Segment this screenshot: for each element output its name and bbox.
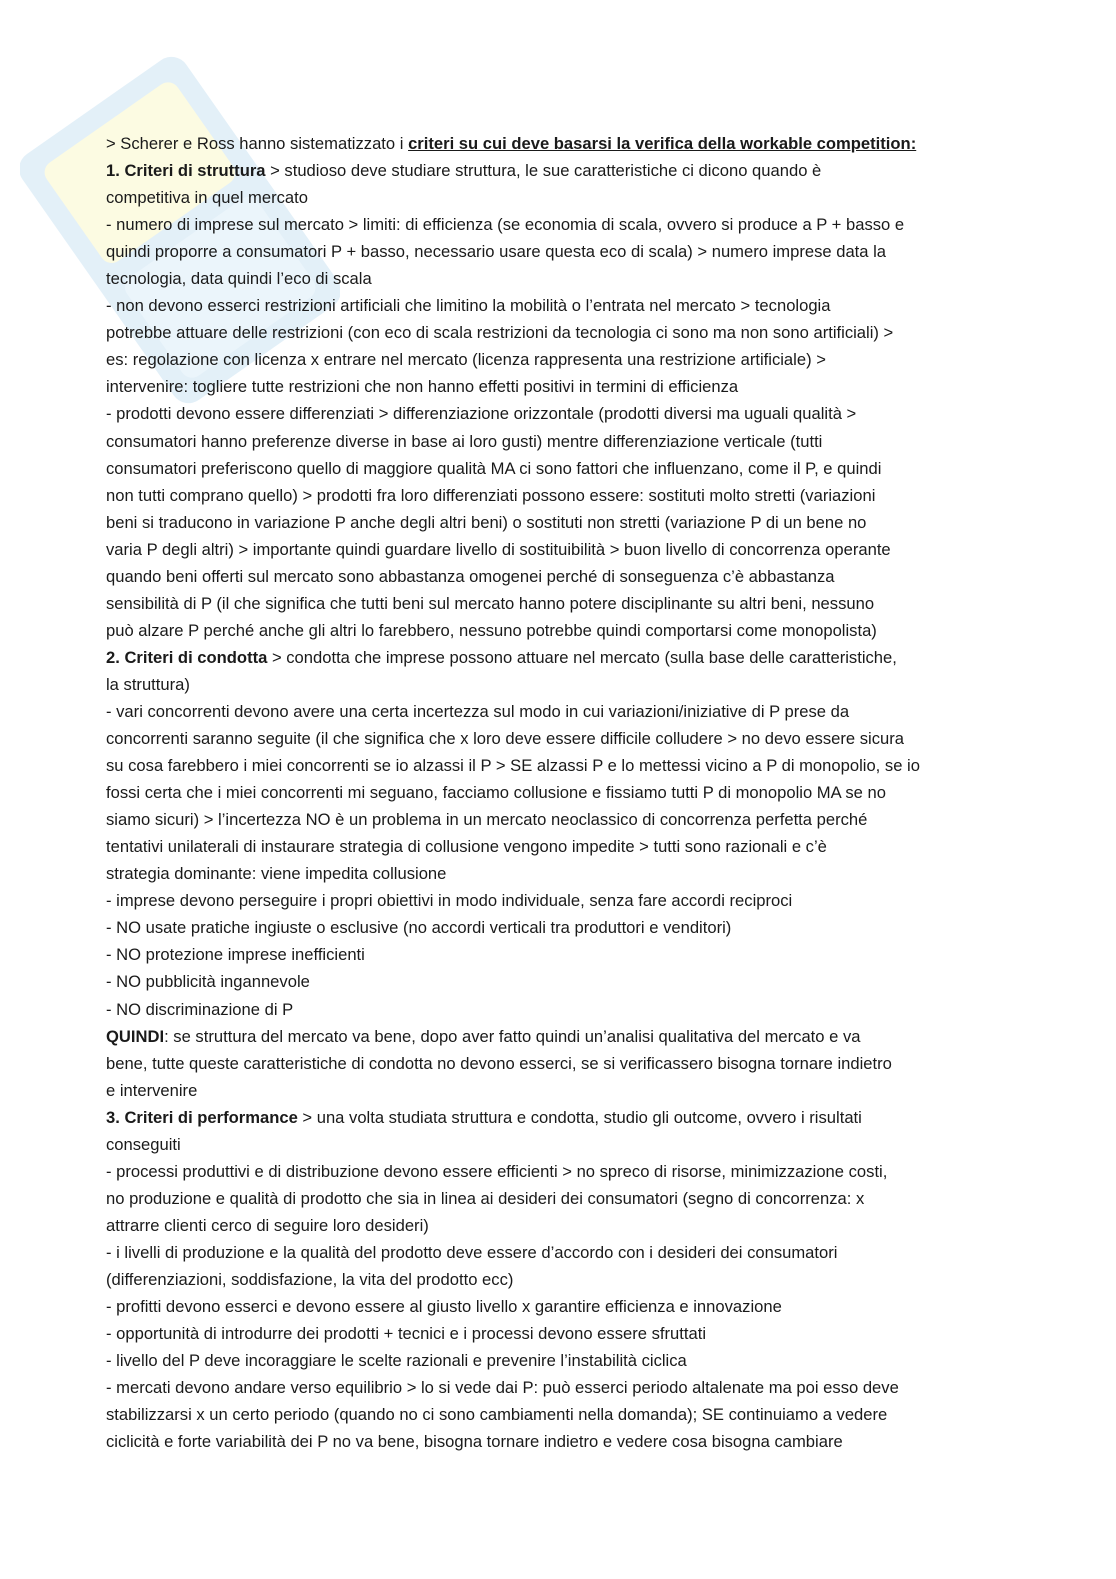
text-segment: beni si traducono in variazione P anche degli altri beni) o sostituti non stretti (variazione P di un bene no — [106, 512, 867, 532]
text-line — [106, 1374, 1006, 1401]
text-segment: su cosa farebbero i miei concorrenti se io alzassi il P > SE alzassi P e lo mettessi vicino a P di monopolio, se io — [106, 756, 920, 776]
text-segment: varia P degli altri) > importante quindi guardare livello di sostituibilità > buon livello di concorrenza operante — [106, 539, 891, 559]
bold-text: criteri su cui deve basarsi la verifica della workable competition: — [408, 134, 917, 153]
text-segment: conseguiti — [106, 1134, 181, 1154]
text-segment: fossi certa che i miei concorrenti mi seguano, facciamo collusione e fissiamo tutti P di monopolio MA se no — [106, 783, 886, 803]
text-segment: es: regolazione con licenza x entrare nel mercato (licenza rappresenta una restrizione artificiale) > — [106, 350, 826, 370]
text-line — [106, 428, 1006, 455]
text-line — [106, 725, 1006, 752]
text-line — [106, 1023, 1006, 1050]
text-segment: > una volta studiata struttura e condotta, studio gli outcome, ovvero i risultati — [297, 1107, 862, 1127]
text-segment: - mercati devono andare verso equilibrio > lo si vede dai P: può esserci periodo altalenate ma poi esso deve — [106, 1378, 899, 1398]
text-line — [106, 536, 1006, 563]
text-segment: può alzare P perché anche gli altri lo farebbero, nessuno potrebbe quindi comportarsi come monopolista) — [106, 620, 877, 640]
text-segment: sensibilità di P (il che significa che tutti beni sul mercato hanno potere disciplinante su altri beni, nessuno — [106, 593, 875, 613]
text-segment: tentativi unilaterali di instaurare strategia di collusione vengono impedite > tutti sono razionali e c’è — [106, 837, 827, 857]
text-line — [106, 563, 1006, 590]
text-line — [106, 1347, 1006, 1374]
text-segment: - opportunità di introdurre dei prodotti + tecnici e i processi devono essere sfruttati — [106, 1324, 707, 1344]
text-line — [106, 1428, 1006, 1455]
text-line — [106, 184, 1006, 211]
text-line — [106, 373, 1006, 400]
text-line — [106, 1212, 1006, 1239]
text-segment: > studioso deve studiare struttura, le sue caratteristiche ci dicono quando è — [265, 161, 822, 181]
text-line — [106, 265, 1006, 292]
text-line — [106, 1104, 1006, 1131]
text-line — [106, 1320, 1006, 1347]
text-segment: consumatori preferiscono quello di maggiore qualità MA ci sono fattori che influenzano, come il P, e quindi — [106, 458, 882, 478]
text-segment: - livello del P deve incoraggiare le scelte razionali e prevenire l’instabilità ciclica — [106, 1351, 687, 1371]
text-line — [106, 1293, 1006, 1320]
text-line — [106, 1185, 1006, 1212]
text-line — [106, 941, 1006, 968]
text-segment: - processi produttivi e di distribuzione devono essere efficienti > no spreco di risorse, minimizzazione costi, — [106, 1161, 888, 1181]
text-segment: - NO usate pratiche ingiuste o esclusive (no accordi verticali tra produttori e venditori) — [106, 918, 732, 938]
text-line — [106, 644, 1006, 671]
text-segment: (differenziazioni, soddisfazione, la vita del prodotto ecc) — [106, 1269, 514, 1289]
text-segment: quindi proporre a consumatori P + basso, necessario usare questa eco di scala) > numero imprese data la — [106, 242, 887, 262]
bold-text: 2. Criteri di condotta — [106, 647, 268, 667]
text-segment: - numero di imprese sul mercato > limiti: di efficienza (se economia di scala, ovvero si produce a P + basso e — [106, 215, 905, 235]
text-segment: - vari concorrenti devono avere una certa incertezza sul modo in cui variazioni/iniziative di P prese da — [106, 701, 850, 721]
text-line — [106, 996, 1006, 1023]
text-line — [106, 1077, 1006, 1104]
text-segment: competitiva in quel mercato — [106, 188, 308, 208]
text-segment: - prodotti devono essere differenziati > differenziazione orizzontale (prodotti diversi ma uguali qualità > — [106, 404, 857, 424]
text-segment: > condotta che imprese possono attuare nel mercato (sulla base delle caratteristiche, — [267, 647, 897, 667]
text-line — [106, 130, 1006, 157]
text-segment: la struttura) — [106, 674, 190, 694]
text-segment: - imprese devono perseguire i propri obiettivi in modo individuale, senza fare accordi reciproci — [106, 891, 793, 911]
text-line — [106, 779, 1006, 806]
text-line — [106, 887, 1006, 914]
text-line — [106, 1131, 1006, 1158]
text-segment: : se struttura del mercato va bene, dopo aver fatto quindi un’analisi qualitativa del mercato e va — [164, 1026, 861, 1046]
bold-text: 1. Criteri di struttura — [106, 161, 266, 181]
text-segment: attrarre clienti cerco di seguire loro desideri) — [106, 1215, 429, 1235]
text-segment: bene, tutte queste caratteristiche di condotta no devono esserci, se si verificassero bisogna tornare indietro — [106, 1053, 892, 1073]
bold-text: 3. Criteri di performance — [106, 1107, 298, 1127]
text-line — [106, 806, 1006, 833]
text-line — [106, 671, 1006, 698]
text-line — [106, 400, 1006, 427]
text-segment: non tutti comprano quello) > prodotti fra loro differenziati possono essere: sostituti molto stretti (variazioni — [106, 485, 876, 505]
text-segment: siamo sicuri) > l’incertezza NO è un problema in un mercato neoclassico di concorrenza perfetta perché — [106, 810, 868, 830]
document-body — [106, 130, 1006, 1455]
text-line — [106, 1401, 1006, 1428]
text-segment: stabilizzarsi x un certo periodo (quando no ci sono cambiamenti nella domanda); SE continuiamo a vedere — [106, 1405, 888, 1425]
text-segment: tecnologia, data quindi l’eco di scala — [106, 269, 372, 289]
text-segment: > Scherer e Ross hanno sistematizzato i — [106, 134, 409, 153]
text-line — [106, 509, 1006, 536]
text-line — [106, 346, 1006, 373]
text-segment: - i livelli di produzione e la qualità del prodotto deve essere d’accordo con i desideri dei consumatori — [106, 1242, 838, 1262]
text-segment: strategia dominante: viene impedita collusione — [106, 864, 447, 884]
text-line — [106, 590, 1006, 617]
text-segment: - NO discriminazione di P — [106, 999, 294, 1019]
text-line — [106, 833, 1006, 860]
text-segment: no produzione e qualità di prodotto che sia in linea ai desideri dei consumatori (segno di concorrenza: x — [106, 1188, 865, 1208]
text-line — [106, 1266, 1006, 1293]
text-segment: consumatori hanno preferenze diverse in base ai loro gusti) mentre differenziazione verticale (tutti — [106, 431, 823, 451]
bold-text: QUINDI — [106, 1026, 165, 1046]
text-line — [106, 860, 1006, 887]
text-line — [106, 238, 1006, 265]
text-segment: ciclicità e forte variabilità dei P no va bene, bisogna tornare indietro e vedere cosa bisogna cambiare — [106, 1432, 843, 1452]
text-line — [106, 698, 1006, 725]
text-line — [106, 482, 1006, 509]
text-line — [106, 914, 1006, 941]
text-segment: e intervenire — [106, 1080, 198, 1100]
text-line — [106, 617, 1006, 644]
text-line — [106, 455, 1006, 482]
text-line — [106, 968, 1006, 995]
text-segment: quando beni offerti sul mercato sono abbastanza omogenei perché di sonseguenza c’è abbastanza — [106, 566, 835, 586]
text-line — [106, 752, 1006, 779]
text-line — [106, 1050, 1006, 1077]
text-line — [106, 211, 1006, 238]
text-segment: potrebbe attuare delle restrizioni (con eco di scala restrizioni da tecnologia ci sono ma non sono artificiali) > — [106, 323, 894, 343]
text-segment: - profitti devono esserci e devono essere al giusto livello x garantire efficienza e innovazione — [106, 1297, 782, 1317]
text-segment: - NO protezione imprese inefficienti — [106, 945, 365, 965]
text-line — [106, 319, 1006, 346]
text-segment: - NO pubblicità ingannevole — [106, 972, 310, 992]
text-line — [106, 292, 1006, 319]
text-segment: intervenire: togliere tutte restrizioni che non hanno effetti positivi in termini di efficienza — [106, 377, 739, 397]
text-line — [106, 1158, 1006, 1185]
text-segment: - non devono esserci restrizioni artificiali che limitino la mobilità o l’entrata nel mercato > tecnologia — [106, 296, 831, 316]
text-segment: concorrenti saranno seguite (il che significa che x loro deve essere difficile colludere > no devo essere sicura — [106, 729, 905, 749]
text-line — [106, 1239, 1006, 1266]
text-line — [106, 157, 1006, 184]
